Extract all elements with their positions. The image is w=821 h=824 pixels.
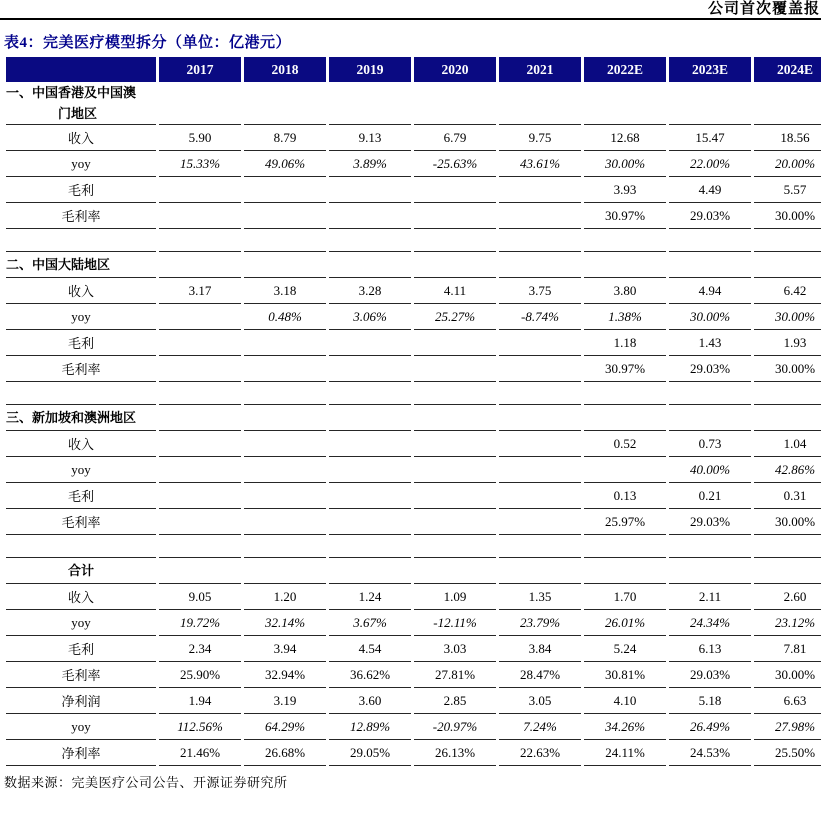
- value-cell: 34.26%: [584, 714, 666, 740]
- value-cell: [329, 483, 411, 509]
- value-cell: [159, 177, 241, 203]
- value-cell: [499, 431, 581, 457]
- spacer-cell: [754, 382, 821, 405]
- value-cell: 0.52: [584, 431, 666, 457]
- row-label: 收入: [6, 125, 156, 151]
- spacer-cell: [499, 382, 581, 405]
- value-cell: 42.86%: [754, 457, 821, 483]
- value-cell: [244, 177, 326, 203]
- spacer-cell: [754, 535, 821, 558]
- value-cell: [159, 457, 241, 483]
- section-header-cell: [414, 558, 496, 584]
- section-header-cell: [244, 405, 326, 431]
- section-header-cell: [244, 252, 326, 278]
- value-cell: 30.00%: [754, 662, 821, 688]
- row-label: 毛利: [6, 483, 156, 509]
- spacer-row: [6, 229, 821, 252]
- table-row: [6, 740, 821, 766]
- value-cell: 1.24: [329, 584, 411, 610]
- table-row: [6, 688, 821, 714]
- model-breakdown-table: [3, 57, 821, 766]
- year-header: 2022E: [584, 57, 666, 82]
- section-header-cell: [669, 82, 751, 125]
- value-cell: 26.13%: [414, 740, 496, 766]
- value-cell: [159, 304, 241, 330]
- section-header-cell: [159, 252, 241, 278]
- table-head: [6, 57, 821, 82]
- spacer-row: [6, 382, 821, 405]
- value-cell: -8.74%: [499, 304, 581, 330]
- spacer-cell: [159, 535, 241, 558]
- section-header-cell: [584, 82, 666, 125]
- table-row: [6, 584, 821, 610]
- value-cell: 24.34%: [669, 610, 751, 636]
- section-header-cell: [414, 252, 496, 278]
- value-cell: 30.81%: [584, 662, 666, 688]
- value-cell: 25.27%: [414, 304, 496, 330]
- value-cell: [244, 203, 326, 229]
- row-label: 收入: [6, 584, 156, 610]
- spacer-cell: [244, 229, 326, 252]
- value-cell: 25.90%: [159, 662, 241, 688]
- section-header-row: [6, 558, 821, 584]
- value-cell: 4.94: [669, 278, 751, 304]
- value-cell: 27.81%: [414, 662, 496, 688]
- value-cell: 3.05: [499, 688, 581, 714]
- spacer-cell: [499, 535, 581, 558]
- section-header-cell: [499, 558, 581, 584]
- value-cell: [329, 330, 411, 356]
- row-label: yoy: [6, 610, 156, 636]
- value-cell: 5.24: [584, 636, 666, 662]
- table-row: [6, 125, 821, 151]
- spacer-cell: [244, 535, 326, 558]
- section-header-cell: [499, 82, 581, 125]
- value-cell: 1.04: [754, 431, 821, 457]
- value-cell: [329, 356, 411, 382]
- value-cell: [244, 483, 326, 509]
- value-cell: [414, 431, 496, 457]
- value-cell: 30.97%: [584, 203, 666, 229]
- table-row: [6, 457, 821, 483]
- value-cell: [159, 203, 241, 229]
- spacer-row: [6, 535, 821, 558]
- value-cell: 1.18: [584, 330, 666, 356]
- value-cell: 3.67%: [329, 610, 411, 636]
- table-row: [6, 636, 821, 662]
- value-cell: 30.00%: [754, 509, 821, 535]
- value-cell: 1.38%: [584, 304, 666, 330]
- value-cell: 3.89%: [329, 151, 411, 177]
- value-cell: [329, 457, 411, 483]
- value-cell: 0.21: [669, 483, 751, 509]
- table-row: [6, 610, 821, 636]
- value-cell: [499, 203, 581, 229]
- table-row: [6, 509, 821, 535]
- year-header: 2019: [329, 57, 411, 82]
- table-row: [6, 356, 821, 382]
- value-cell: 19.72%: [159, 610, 241, 636]
- value-cell: 0.48%: [244, 304, 326, 330]
- value-cell: 0.73: [669, 431, 751, 457]
- table-body: [6, 82, 821, 766]
- spacer-cell: [329, 382, 411, 405]
- value-cell: 1.93: [754, 330, 821, 356]
- value-cell: 3.75: [499, 278, 581, 304]
- table-row: [6, 304, 821, 330]
- value-cell: [414, 356, 496, 382]
- spacer-cell: [499, 229, 581, 252]
- row-label: 毛利率: [6, 509, 156, 535]
- spacer-cell: [6, 382, 156, 405]
- value-cell: 5.57: [754, 177, 821, 203]
- value-cell: -12.11%: [414, 610, 496, 636]
- value-cell: [499, 457, 581, 483]
- value-cell: 30.00%: [669, 304, 751, 330]
- value-cell: 3.94: [244, 636, 326, 662]
- section-name: 三、新加坡和澳洲地区: [6, 405, 156, 431]
- value-cell: [414, 177, 496, 203]
- value-cell: 9.13: [329, 125, 411, 151]
- section-header-cell: [159, 405, 241, 431]
- year-header: 2021: [499, 57, 581, 82]
- section-header-cell: [669, 252, 751, 278]
- section-header-cell: [754, 82, 821, 125]
- section-header-cell: [754, 252, 821, 278]
- section-header-cell: [584, 252, 666, 278]
- value-cell: 1.09: [414, 584, 496, 610]
- value-cell: 30.00%: [584, 151, 666, 177]
- value-cell: 1.70: [584, 584, 666, 610]
- section-header-cell: [159, 82, 241, 125]
- value-cell: [584, 457, 666, 483]
- year-header-row: [6, 57, 821, 82]
- value-cell: 30.00%: [754, 203, 821, 229]
- value-cell: 4.54: [329, 636, 411, 662]
- value-cell: 23.79%: [499, 610, 581, 636]
- value-cell: 23.12%: [754, 610, 821, 636]
- spacer-cell: [414, 229, 496, 252]
- value-cell: [159, 356, 241, 382]
- row-label: 收入: [6, 278, 156, 304]
- value-cell: 29.05%: [329, 740, 411, 766]
- value-cell: [499, 330, 581, 356]
- table-row: [6, 203, 821, 229]
- value-cell: 3.93: [584, 177, 666, 203]
- value-cell: [329, 509, 411, 535]
- value-cell: 27.98%: [754, 714, 821, 740]
- section-header-cell: [584, 405, 666, 431]
- row-label: yoy: [6, 457, 156, 483]
- value-cell: 1.94: [159, 688, 241, 714]
- value-cell: 20.00%: [754, 151, 821, 177]
- value-cell: 3.84: [499, 636, 581, 662]
- value-cell: 9.75: [499, 125, 581, 151]
- value-cell: 15.33%: [159, 151, 241, 177]
- row-label: 净利润: [6, 688, 156, 714]
- section-header-cell: [159, 558, 241, 584]
- table-container: [3, 57, 821, 766]
- table-row: [6, 431, 821, 457]
- value-cell: 6.42: [754, 278, 821, 304]
- value-cell: 112.56%: [159, 714, 241, 740]
- value-cell: [244, 457, 326, 483]
- value-cell: 64.29%: [244, 714, 326, 740]
- section-header-cell: [244, 558, 326, 584]
- value-cell: 8.79: [244, 125, 326, 151]
- row-label: 毛利率: [6, 356, 156, 382]
- row-label: 毛利: [6, 330, 156, 356]
- value-cell: [414, 509, 496, 535]
- value-cell: 7.24%: [499, 714, 581, 740]
- year-header: 2024E: [754, 57, 821, 82]
- spacer-cell: [754, 229, 821, 252]
- value-cell: 26.49%: [669, 714, 751, 740]
- value-cell: 30.00%: [754, 356, 821, 382]
- value-cell: 2.34: [159, 636, 241, 662]
- year-header: 2023E: [669, 57, 751, 82]
- row-label: 毛利率: [6, 203, 156, 229]
- section-header-cell: [414, 82, 496, 125]
- value-cell: 2.60: [754, 584, 821, 610]
- value-cell: [244, 330, 326, 356]
- row-label: 毛利: [6, 636, 156, 662]
- spacer-cell: [669, 229, 751, 252]
- value-cell: 43.61%: [499, 151, 581, 177]
- section-header-cell: [329, 82, 411, 125]
- table-row: [6, 151, 821, 177]
- value-cell: [329, 431, 411, 457]
- section-header-row: [6, 405, 821, 431]
- row-label: 净利率: [6, 740, 156, 766]
- value-cell: 3.28: [329, 278, 411, 304]
- row-label: yoy: [6, 151, 156, 177]
- section-header-row: [6, 82, 821, 125]
- value-cell: [414, 457, 496, 483]
- value-cell: 3.80: [584, 278, 666, 304]
- value-cell: 25.50%: [754, 740, 821, 766]
- table-row: [6, 483, 821, 509]
- value-cell: 9.05: [159, 584, 241, 610]
- value-cell: [244, 509, 326, 535]
- value-cell: [329, 203, 411, 229]
- value-cell: 12.89%: [329, 714, 411, 740]
- value-cell: 24.53%: [669, 740, 751, 766]
- value-cell: 4.11: [414, 278, 496, 304]
- value-cell: [159, 431, 241, 457]
- value-cell: 3.03: [414, 636, 496, 662]
- value-cell: 2.85: [414, 688, 496, 714]
- value-cell: 4.10: [584, 688, 666, 714]
- value-cell: 1.35: [499, 584, 581, 610]
- value-cell: [159, 483, 241, 509]
- value-cell: 29.03%: [669, 662, 751, 688]
- section-header-cell: [329, 405, 411, 431]
- section-header-cell: [329, 252, 411, 278]
- year-header: 2017: [159, 57, 241, 82]
- source-note: 数据来源：完美医疗公司公告、开源证券研究所: [4, 775, 288, 790]
- section-header-cell: [669, 405, 751, 431]
- table-row: [6, 278, 821, 304]
- value-cell: 32.94%: [244, 662, 326, 688]
- value-cell: 25.97%: [584, 509, 666, 535]
- value-cell: [499, 509, 581, 535]
- section-name: 一、中国香港及中国澳门地区: [6, 82, 156, 125]
- value-cell: 3.18: [244, 278, 326, 304]
- value-cell: [499, 177, 581, 203]
- value-cell: 22.00%: [669, 151, 751, 177]
- value-cell: 29.03%: [669, 356, 751, 382]
- value-cell: 28.47%: [499, 662, 581, 688]
- value-cell: 4.49: [669, 177, 751, 203]
- spacer-cell: [584, 535, 666, 558]
- value-cell: 15.47: [669, 125, 751, 151]
- value-cell: [414, 203, 496, 229]
- value-cell: 3.60: [329, 688, 411, 714]
- value-cell: 49.06%: [244, 151, 326, 177]
- spacer-cell: [159, 382, 241, 405]
- value-cell: 2.11: [669, 584, 751, 610]
- value-cell: 3.19: [244, 688, 326, 714]
- value-cell: 30.97%: [584, 356, 666, 382]
- value-cell: [414, 330, 496, 356]
- value-cell: [499, 356, 581, 382]
- page-header-text: 公司首次覆盖报: [707, 1, 820, 17]
- spacer-cell: [244, 382, 326, 405]
- value-cell: 3.06%: [329, 304, 411, 330]
- value-cell: 29.03%: [669, 203, 751, 229]
- spacer-cell: [6, 535, 156, 558]
- spacer-cell: [414, 535, 496, 558]
- row-label: 收入: [6, 431, 156, 457]
- section-header-cell: [669, 558, 751, 584]
- value-cell: 22.63%: [499, 740, 581, 766]
- table-row: [6, 330, 821, 356]
- value-cell: [244, 356, 326, 382]
- year-header: 2020: [414, 57, 496, 82]
- row-label: 毛利率: [6, 662, 156, 688]
- header-rule: [0, 18, 821, 20]
- value-cell: 29.03%: [669, 509, 751, 535]
- value-cell: 30.00%: [754, 304, 821, 330]
- table-row: [6, 662, 821, 688]
- value-cell: 6.63: [754, 688, 821, 714]
- section-header-cell: [244, 82, 326, 125]
- table-title: 表4：完美医疗模型拆分（单位：亿港元）: [4, 35, 292, 51]
- spacer-cell: [329, 535, 411, 558]
- year-header: 2018: [244, 57, 326, 82]
- spacer-cell: [329, 229, 411, 252]
- value-cell: 12.68: [584, 125, 666, 151]
- value-cell: [329, 177, 411, 203]
- label-column-header: [6, 57, 156, 82]
- section-header-row: [6, 252, 821, 278]
- value-cell: 26.68%: [244, 740, 326, 766]
- section-header-cell: [754, 558, 821, 584]
- spacer-cell: [414, 382, 496, 405]
- spacer-cell: [669, 382, 751, 405]
- row-label: 毛利: [6, 177, 156, 203]
- value-cell: 6.13: [669, 636, 751, 662]
- value-cell: 1.43: [669, 330, 751, 356]
- value-cell: 40.00%: [669, 457, 751, 483]
- value-cell: 6.79: [414, 125, 496, 151]
- value-cell: -25.63%: [414, 151, 496, 177]
- value-cell: 3.17: [159, 278, 241, 304]
- table-row: [6, 177, 821, 203]
- value-cell: [159, 509, 241, 535]
- value-cell: [414, 483, 496, 509]
- value-cell: 1.20: [244, 584, 326, 610]
- value-cell: 24.11%: [584, 740, 666, 766]
- spacer-cell: [584, 382, 666, 405]
- value-cell: 32.14%: [244, 610, 326, 636]
- value-cell: 0.31: [754, 483, 821, 509]
- section-header-cell: [329, 558, 411, 584]
- row-label: yoy: [6, 304, 156, 330]
- row-label: yoy: [6, 714, 156, 740]
- spacer-cell: [669, 535, 751, 558]
- section-name: 合计: [6, 558, 156, 584]
- spacer-cell: [159, 229, 241, 252]
- spacer-cell: [6, 229, 156, 252]
- value-cell: 0.13: [584, 483, 666, 509]
- section-name: 二、中国大陆地区: [6, 252, 156, 278]
- value-cell: 26.01%: [584, 610, 666, 636]
- value-cell: [159, 330, 241, 356]
- section-header-cell: [499, 405, 581, 431]
- value-cell: 5.90: [159, 125, 241, 151]
- section-header-cell: [414, 405, 496, 431]
- value-cell: 7.81: [754, 636, 821, 662]
- section-header-cell: [499, 252, 581, 278]
- value-cell: -20.97%: [414, 714, 496, 740]
- spacer-cell: [584, 229, 666, 252]
- page-header: [0, 0, 821, 17]
- section-header-cell: [754, 405, 821, 431]
- value-cell: [244, 431, 326, 457]
- section-header-cell: [584, 558, 666, 584]
- value-cell: 36.62%: [329, 662, 411, 688]
- value-cell: 18.56: [754, 125, 821, 151]
- value-cell: [499, 483, 581, 509]
- value-cell: 21.46%: [159, 740, 241, 766]
- table-row: [6, 714, 821, 740]
- value-cell: 5.18: [669, 688, 751, 714]
